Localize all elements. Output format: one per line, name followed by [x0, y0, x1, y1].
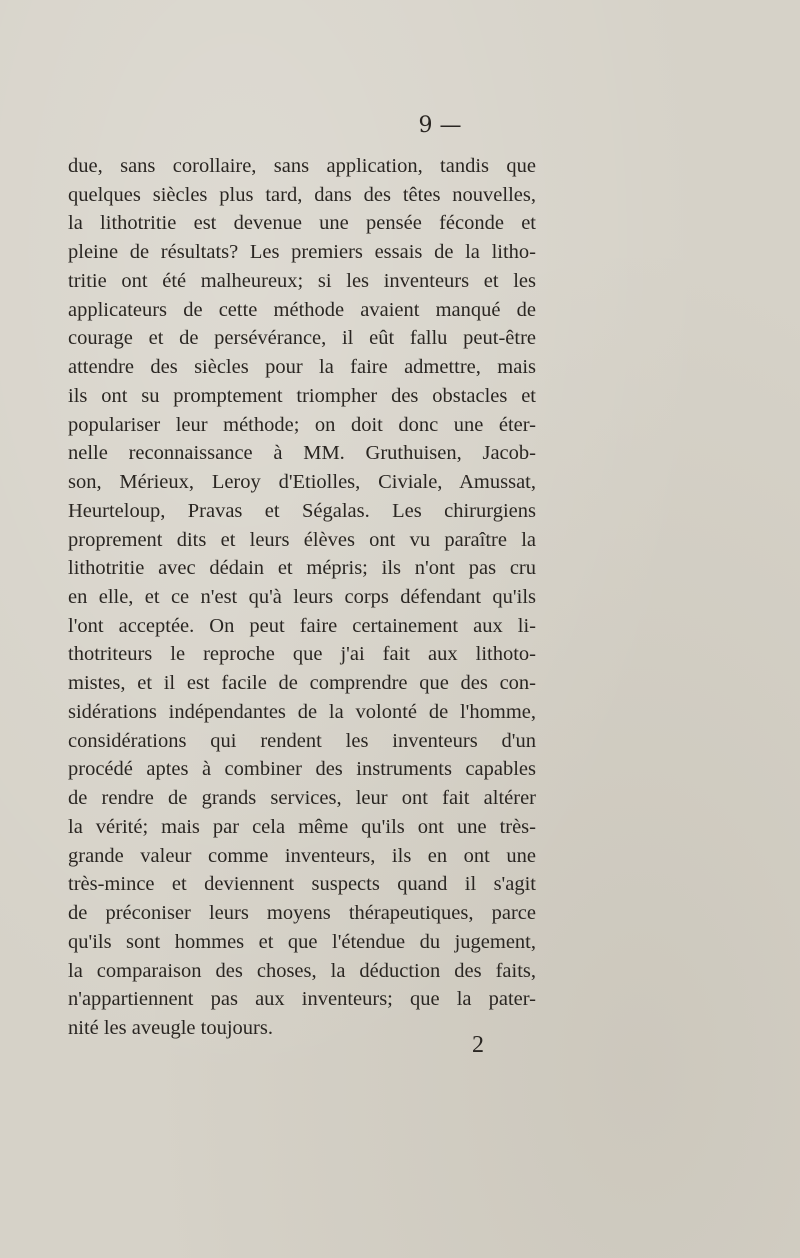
- text-line: en elle, et ce n'est qu'à leurs corps défendant qu'ils: [68, 586, 536, 609]
- signature-mark: 2: [472, 1032, 484, 1058]
- text-line: nité les aveugle toujours.: [68, 1017, 273, 1040]
- text-line: quelques siècles plus tard, dans des têtes nouvelles,: [68, 183, 536, 206]
- text-line: très-mince et deviennent suspects quand il s'agit: [68, 873, 536, 896]
- text-line: proprement dits et leurs élèves ont vu paraître la: [68, 528, 536, 551]
- text-line: de préconiser leurs moyens thérapeutiques, parce: [68, 902, 536, 925]
- body-text: [68, 152, 536, 1043]
- text-line: considérations qui rendent les inventeurs d'un: [68, 729, 536, 752]
- running-header: [0, 112, 800, 140]
- text-line: lithotritie avec dédain et mépris; ils n'ont pas cru: [68, 557, 536, 580]
- text-line: grande valeur comme inventeurs, ils en ont une: [68, 844, 536, 867]
- text-line: de rendre de grands services, leur ont fait altérer: [68, 787, 536, 810]
- header-dash: —: [439, 113, 462, 138]
- text-line: qu'ils sont hommes et que l'étendue du jugement,: [68, 930, 536, 953]
- text-line: populariser leur méthode; on doit donc une éter-: [68, 413, 536, 436]
- text-line: thotriteurs le reproche que j'ai fait aux lithoto-: [68, 643, 536, 666]
- text-line: la lithotritie est devenue une pensée féconde et: [68, 212, 536, 235]
- text-line: n'appartiennent pas aux inventeurs; que la pater-: [68, 988, 536, 1011]
- text-line: courage et de persévérance, il eût fallu peut-être: [68, 327, 536, 350]
- text-line: l'ont acceptée. On peut faire certainement aux li-: [68, 614, 536, 637]
- text-line: nelle reconnaissance à MM. Gruthuisen, Jacob-: [68, 442, 536, 465]
- text-line: mistes, et il est facile de comprendre que des con-: [68, 672, 536, 695]
- text-line: sidérations indépendantes de la volonté de l'homme,: [68, 700, 536, 723]
- text-line: applicateurs de cette méthode avaient manqué de: [68, 298, 536, 321]
- text-line: tritie ont été malheureux; si les inventeurs et les: [68, 269, 536, 292]
- text-line: attendre des siècles pour la faire admettre, mais: [68, 356, 536, 379]
- text-line: ils ont su promptement triompher des obstacles et: [68, 384, 536, 407]
- text-line: la comparaison des choses, la déduction des faits,: [68, 959, 536, 982]
- text-line: pleine de résultats? Les premiers essais de la litho-: [68, 241, 536, 264]
- page-number: 9: [418, 113, 433, 138]
- text-line: son, Mérieux, Leroy d'Etiolles, Civiale, Amussat,: [68, 471, 536, 494]
- text-line: Heurteloup, Pravas et Ségalas. Les chirurgiens: [68, 499, 536, 522]
- text-line: la vérité; mais par cela même qu'ils ont une très-: [68, 815, 536, 838]
- text-line: due, sans corollaire, sans application, tandis que: [68, 155, 536, 177]
- text-line: procédé aptes à combiner des instruments capables: [68, 758, 536, 781]
